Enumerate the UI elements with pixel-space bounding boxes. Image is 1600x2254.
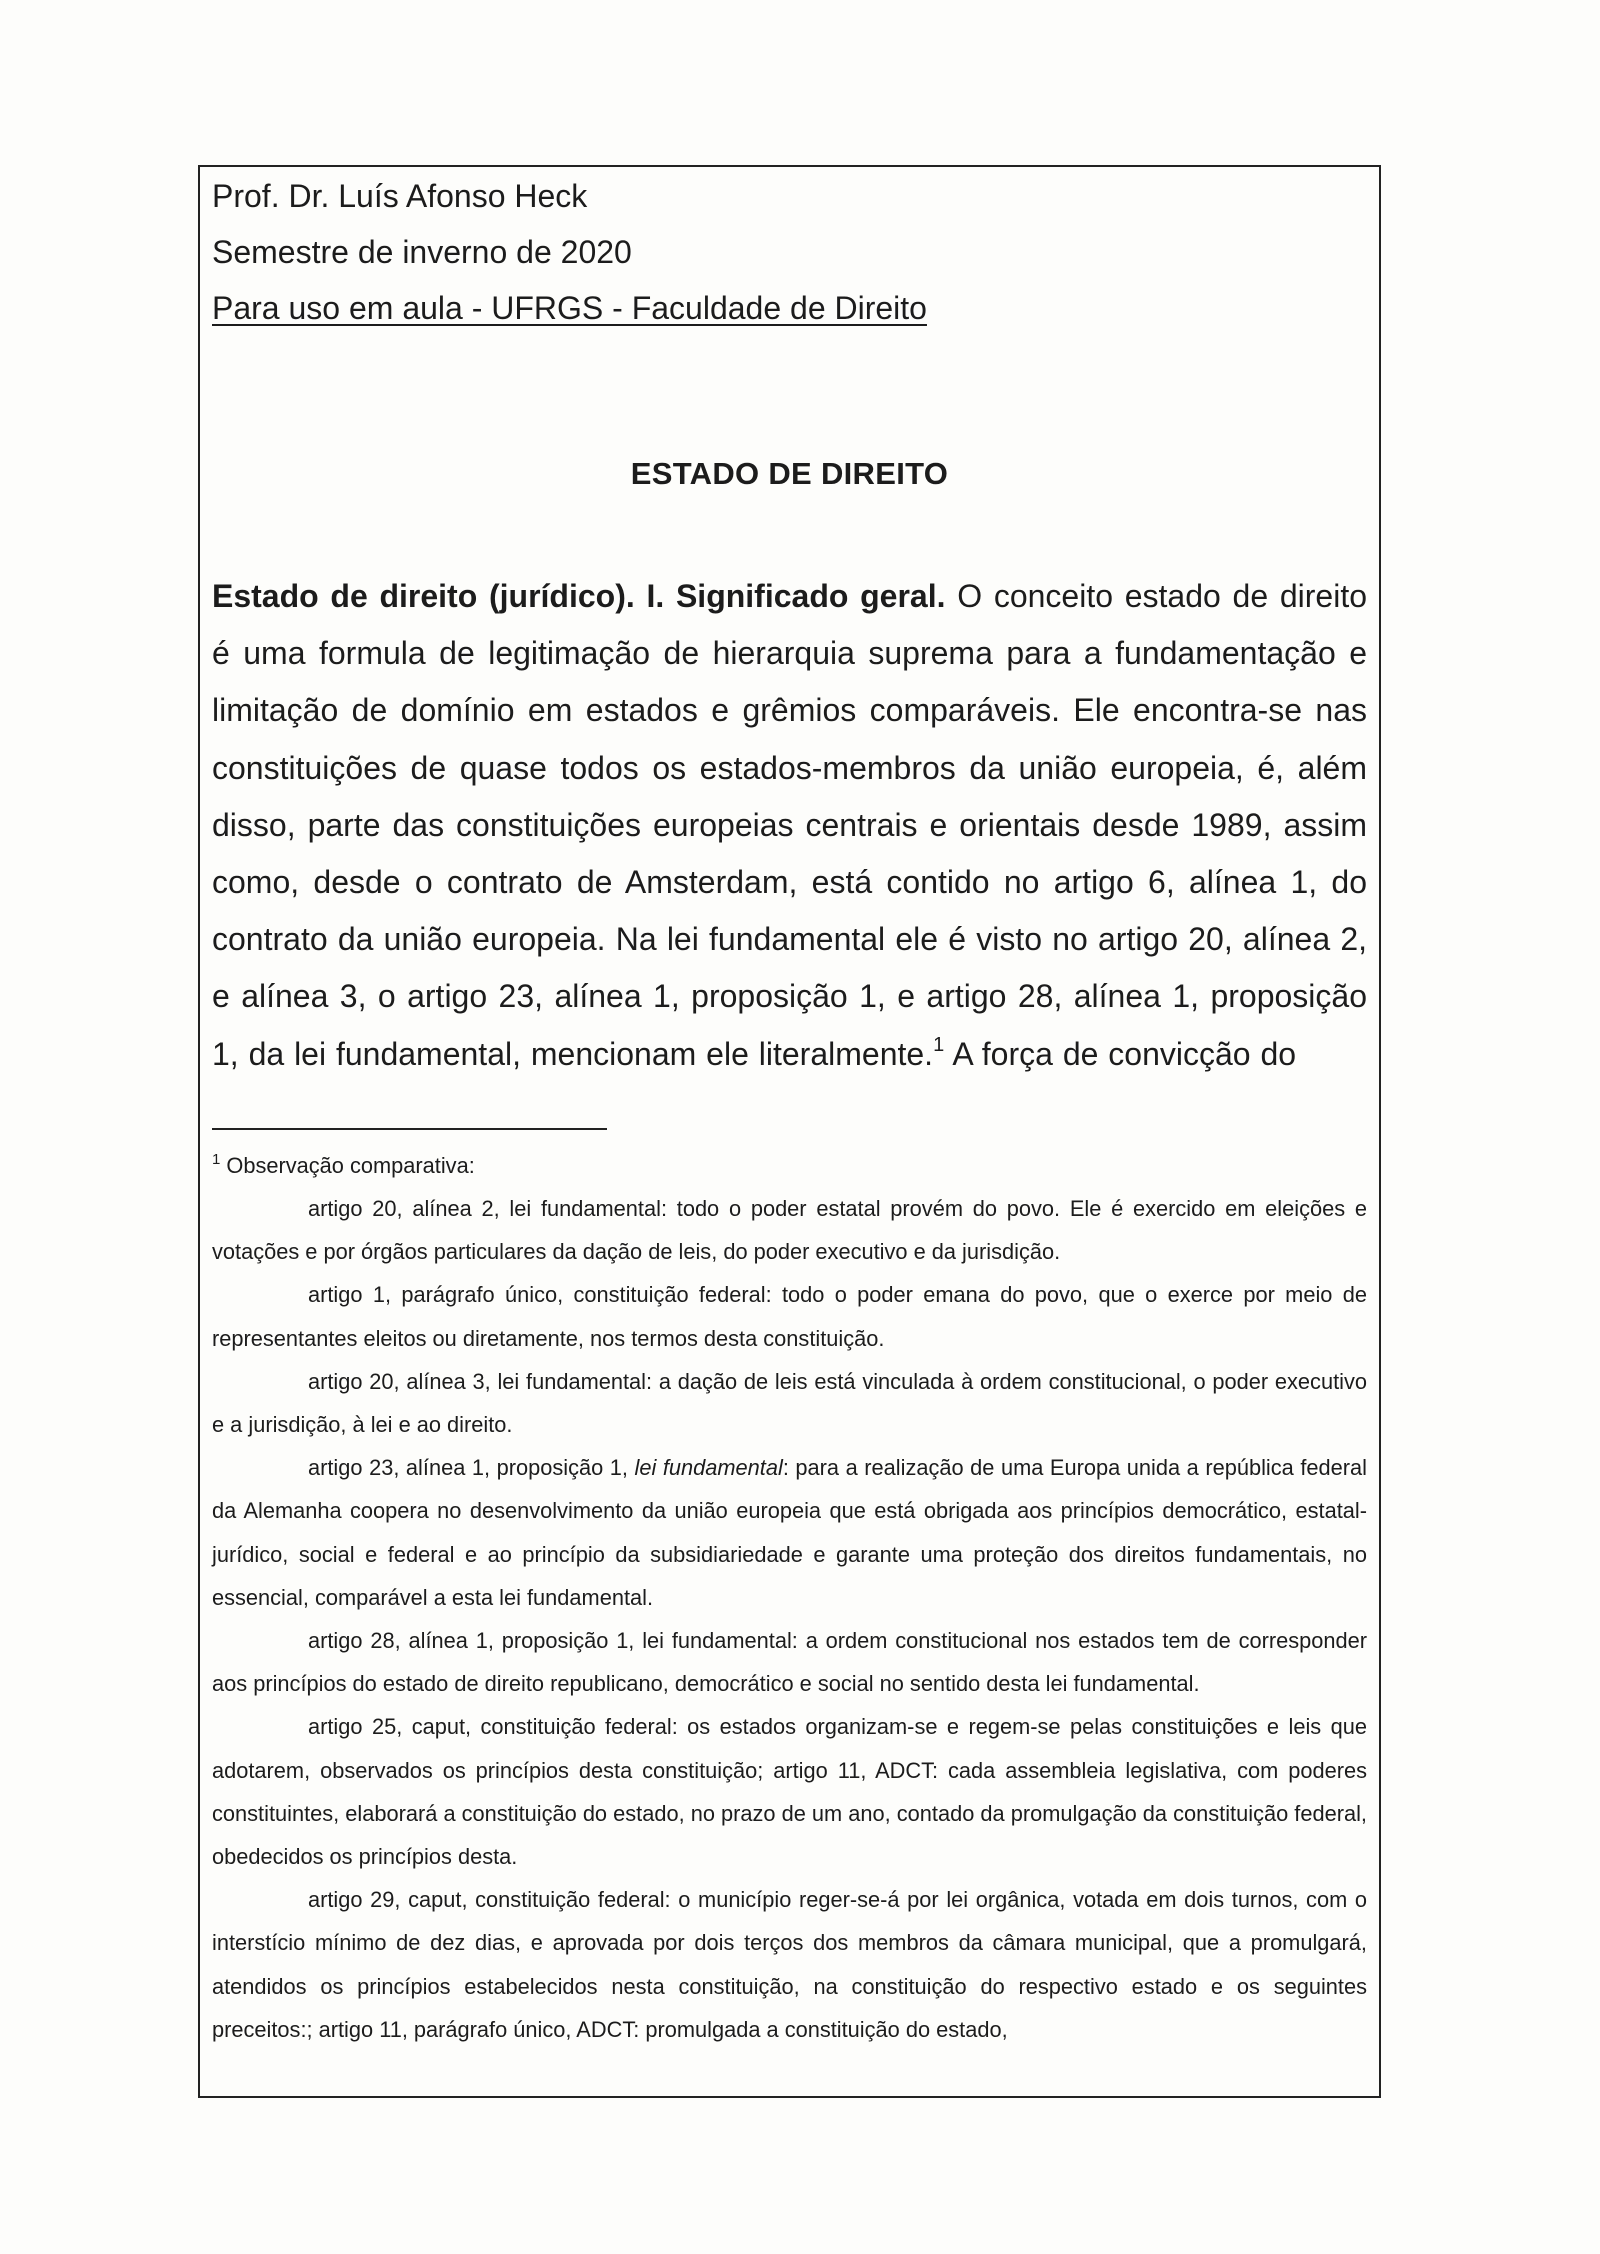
footnote-number: 1 [212, 1150, 221, 1168]
footnote-paragraph: artigo 20, alínea 2, lei fundamental: todo o poder estatal provém do povo. Ele é exercido em eleições e votações e por órgãos particulares da dação de leis, do poder executivo e da jurisdição. [212, 1196, 1367, 1265]
usage-line: Para uso em aula - UFRGS - Faculdade de Direito [212, 290, 927, 326]
footnote-italic-text: lei fundamental [634, 1455, 783, 1481]
footnote-paragraph: artigo 29, caput, constituição federal: o município reger-se-á por lei orgânica, votada em dois turnos, com o interstício mínimo de dez dias, e aprovada por dois terços dos membros da câmara municipal, que a promulgará, atendidos os princípios estabelecidos nesta constituição, na constituição do respectivo estado e os seguintes preceitos:; artigo 11, parágrafo único, ADCT: promulgada a constituição do estado, [212, 1887, 1367, 2042]
footnote-paragraph: artigo 25, caput, constituição federal: os estados organizam-se e regem-se pelas constituições e leis que adotarem, observados os princípios desta constituição; artigo 11, ADCT: cada assembleia legislativa, com poderes constituintes, elaborará a constituição do estado, no prazo de um ano, contado da promulgação da constituição federal, obedecidos os princípios desta. [212, 1714, 1367, 1870]
footnote-intro [212, 1144, 1367, 1187]
footnote-block [212, 1144, 1367, 2051]
footnote-divider [212, 1128, 607, 1130]
body-text-after: A força de convicção do [944, 1035, 1297, 1072]
footnote-paragraph: artigo 1, parágrafo único, constituição federal: todo o poder emana do povo, que o exerce por meio de representantes eleitos ou diretamente, nos termos desta constituição. [212, 1282, 1367, 1351]
body-text: O conceito estado de direito é uma formula de legitimação de hierarquia suprema para a fundamentação e limitação de domínio em estados e grêmios comparáveis. Ele encontra-se nas constituições de quase todos os estados-membros da união europeia, é, além disso, parte das constituições europeias centrais e orientais desde 1989, assim como, desde o contrato de Amsterdam, está contido no artigo 6, alínea 1, do contrato da união europeia. Na lei fundamental ele é visto no artigo 20, alínea 2, e alínea 3, o artigo 23, alínea 1, proposição 1, e artigo 28, alínea 1, proposição 1, da lei fundamental, mencionam ele literalmente. [212, 578, 1367, 1072]
footnote-intro-text: Observação comparativa: [220, 1152, 475, 1178]
author-line: Prof. Dr. Luís Afonso Heck [212, 178, 588, 214]
footnote-paragraph: artigo 28, alínea 1, proposição 1, lei fundamental: a ordem constitucional nos estados tem de corresponder aos princípios do estado de direito republicano, democrático e social no sentido desta lei fundamental. [212, 1628, 1367, 1697]
body-paragraph [212, 568, 1367, 1083]
page-content [212, 167, 1367, 2051]
footnote-reference: 1 [933, 1033, 945, 1056]
page-frame [198, 165, 1381, 2098]
body-lead: Estado de direito (jurídico). I. Significado geral. [212, 578, 946, 614]
footnote-text: artigo 23, alínea 1, proposição 1, [308, 1455, 635, 1481]
footnote-paragraph: artigo 20, alínea 3, lei fundamental: a dação de leis está vinculada à ordem constitucional, o poder executivo e a jurisdição, à lei e ao direito. [212, 1368, 1367, 1438]
semester-line: Semestre de inverno de 2020 [212, 234, 632, 270]
document-title: ESTADO DE DIREITO [630, 456, 949, 491]
footnote-text: : para a realização de uma Europa unida a república federal da Alemanha coopera no desenvolvimento da união europeia que está obrigada aos princípios democrático, estatal-jurídico, social e federal e ao princípio da subsidiariedade e garante uma proteção dos direitos fundamentais, no essencial, comparável a esta lei fundamental. [212, 1455, 1367, 1610]
footnote-paragraph [212, 1446, 1367, 1619]
